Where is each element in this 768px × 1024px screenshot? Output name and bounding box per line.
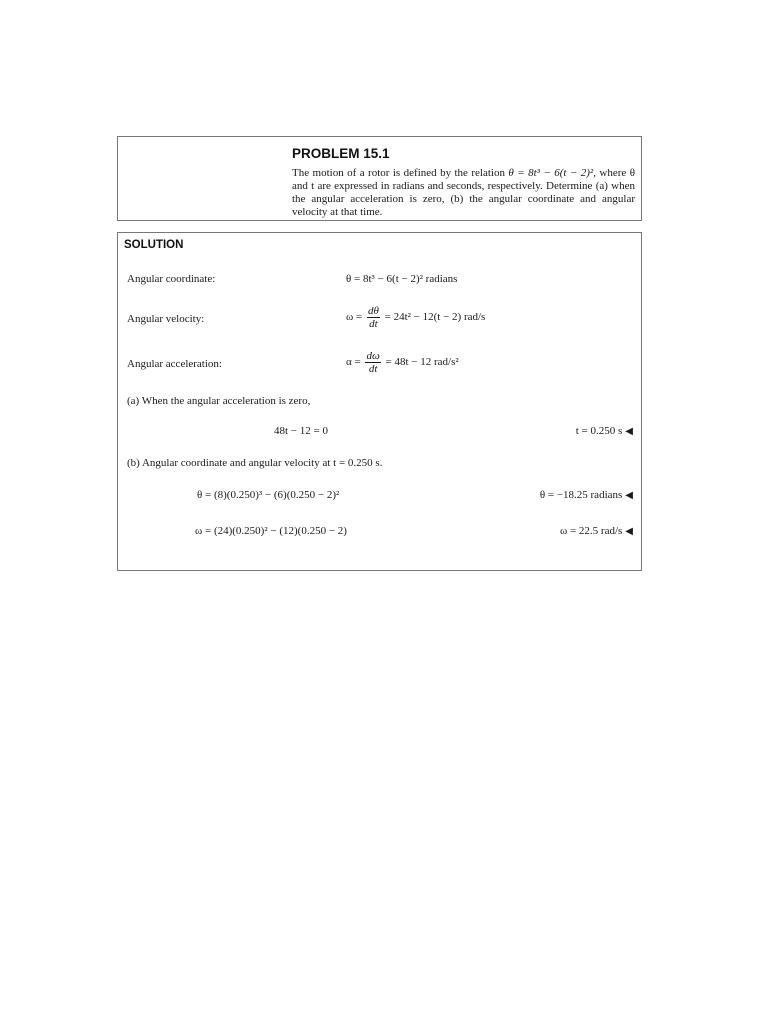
angular-acceleration-derivative — [365, 350, 380, 375]
problem-box — [117, 136, 642, 221]
theta-answer-value: θ = −18.25 radians — [539, 489, 623, 501]
omega-equation: ω = (24)(0.250)² − (12)(0.250 − 2) — [195, 525, 347, 537]
angular-velocity-lhs: ω = — [346, 311, 363, 324]
problem-text-part-2: , where θ and t are expressed in radians and seconds, respectively. Determine (a) when the angular acceleration is zero, (b) the angular coordinate and angular velocity at that time. — [292, 167, 635, 218]
angular-acceleration-equation — [346, 350, 459, 375]
angular-velocity-frac-num: dθ — [367, 305, 379, 317]
theta-equation: θ = (8)(0.250)³ − (6)(0.250 − 2)² — [197, 489, 340, 501]
part-a-answer — [576, 425, 633, 437]
angular-acceleration-lhs: α = — [346, 356, 361, 369]
angular-velocity-label: Angular velocity: — [127, 313, 205, 325]
solution-title: SOLUTION — [124, 239, 184, 251]
angular-velocity-rhs: = 24t² − 12(t − 2) rad/s — [384, 311, 486, 324]
part-a-note: (a) When the angular acceleration is zero, — [127, 395, 311, 407]
angular-velocity-frac-den: dt — [369, 318, 378, 330]
theta-answer — [540, 489, 633, 501]
problem-title: PROBLEM 15.1 — [292, 146, 390, 161]
angular-acceleration-label: Angular acceleration: — [127, 358, 222, 370]
part-b-note: (b) Angular coordinate and angular velocity at t = 0.250 s. — [127, 457, 383, 469]
answer-marker-icon: ◀ — [625, 426, 633, 437]
omega-answer — [560, 525, 633, 537]
problem-statement — [292, 167, 635, 219]
angular-acceleration-frac-den: dt — [368, 363, 378, 375]
angular-velocity-derivative — [367, 305, 380, 330]
part-a-equation: 48t − 12 = 0 — [274, 425, 328, 437]
omega-answer-value: ω = 22.5 rad/s — [559, 525, 623, 537]
angular-coordinate-label: Angular coordinate: — [127, 273, 216, 285]
angular-velocity-equation — [346, 305, 485, 330]
problem-text-part-1: The motion of a rotor is defined by the relation — [292, 167, 509, 179]
angular-acceleration-frac-num: dω — [366, 350, 380, 362]
part-a-answer-value: t = 0.250 s — [575, 425, 623, 437]
answer-marker-icon: ◀ — [625, 490, 633, 501]
problem-relation: θ = 8t³ − 6(t − 2)² — [508, 167, 594, 179]
angular-acceleration-rhs: = 48t − 12 rad/s² — [385, 356, 459, 369]
solution-box — [117, 232, 642, 571]
angular-coordinate-equation: θ = 8t³ − 6(t − 2)² radians — [346, 273, 458, 285]
answer-marker-icon: ◀ — [625, 526, 633, 537]
